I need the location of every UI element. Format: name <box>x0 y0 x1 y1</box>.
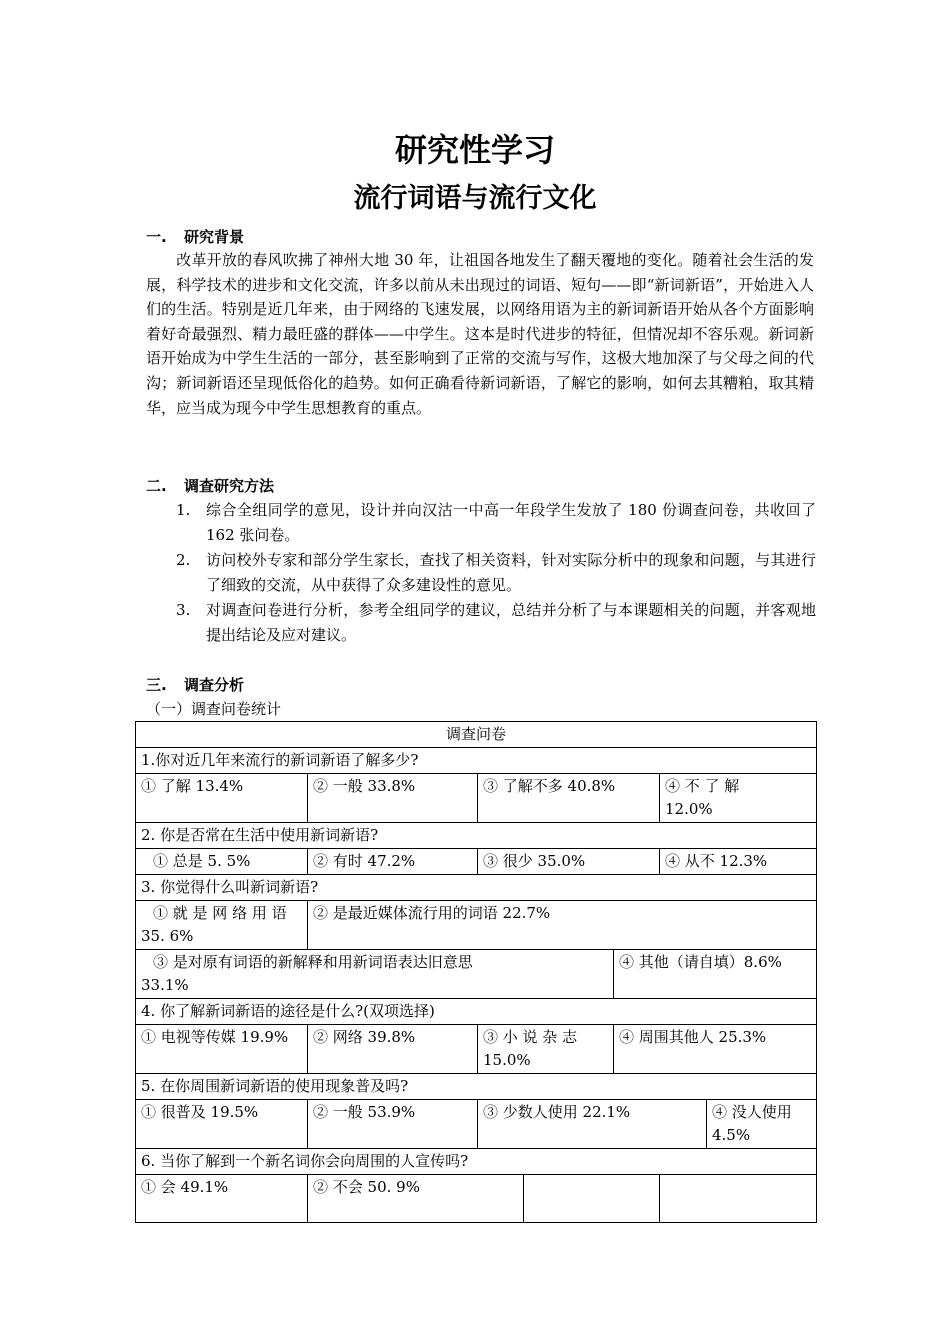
answer-cell <box>136 849 308 875</box>
method-list <box>176 498 816 648</box>
answer-text: ① 就 是 网 络 用 语 <box>153 904 287 922</box>
table-header-row <box>136 722 817 748</box>
answer-cell: ② 有时 47.2% <box>308 849 478 875</box>
list-item-text: 访问校外专家和部分学生家长，查找了相关资料，针对实际分析中的现象和问题，与其进行了细致的交流，从中获得了众多建设性的意见。 <box>206 551 816 594</box>
answer-cell <box>478 1025 614 1074</box>
answer-text: 35. 6% <box>141 927 194 945</box>
question-text: 6. 当你了解到一个新名词你会向周围的人宣传吗? <box>136 1149 817 1175</box>
section-number: 二. <box>146 477 167 495</box>
document-title: 研究性学习 <box>394 131 555 169</box>
answer-cell: ③ 少数人使用 22.1% <box>478 1100 707 1149</box>
answer-cell: ④ 没人使用 4.5% <box>707 1100 817 1149</box>
section-title: 研究背景 <box>184 228 245 246</box>
answer-text: ④ 不 了 解 <box>665 777 740 795</box>
section-heading-method <box>146 475 274 497</box>
answer-row <box>136 1175 817 1223</box>
list-item-number: 2. <box>176 551 191 569</box>
question-row <box>136 999 817 1025</box>
list-item-number: 3. <box>176 601 191 619</box>
answer-text: 12.0% <box>665 800 713 818</box>
answer-cell: ④ 其他（请自填）8.6% <box>614 950 817 999</box>
section-heading-background <box>146 226 244 248</box>
survey-table <box>135 721 817 1223</box>
answer-text: 15.0% <box>483 1051 531 1069</box>
table-header: 调查问卷 <box>136 722 817 748</box>
answer-row <box>136 849 817 875</box>
question-text: 2. 你是否常在生活中使用新词新语? <box>136 823 817 849</box>
answer-cell: ③ 了解不多 40.8% <box>478 774 660 823</box>
answer-cell: ① 电视等传媒 19.9% <box>136 1025 308 1074</box>
list-item <box>176 598 816 648</box>
answer-cell: ④ 周围其他人 25.3% <box>614 1025 817 1074</box>
section-title: 调查研究方法 <box>184 477 275 495</box>
answer-row <box>136 1025 817 1074</box>
question-row <box>136 748 817 774</box>
section-heading-analysis <box>146 674 244 696</box>
answer-row <box>136 950 817 999</box>
answer-cell: ② 一般 53.9% <box>308 1100 478 1149</box>
answer-text: ③ 是对原有词语的新解释和用新词语表达旧意思 <box>153 953 473 971</box>
question-row <box>136 875 817 901</box>
empty-cell <box>524 1175 660 1223</box>
section-title: 调查分析 <box>184 676 245 694</box>
answer-text: ③ 小 说 杂 志 <box>483 1028 578 1046</box>
answer-cell: ② 网络 39.8% <box>308 1025 478 1074</box>
section-number: 三. <box>146 676 167 694</box>
answer-cell: ② 是最近媒体流行用的词语 22.7% <box>308 901 817 950</box>
question-text: 4. 你了解新词新语的途径是什么?(双项选择) <box>136 999 817 1025</box>
answer-cell: ① 会 49.1% <box>136 1175 308 1223</box>
list-item <box>176 548 816 598</box>
list-item-number: 1. <box>176 501 191 519</box>
question-text: 5. 在你周围新词新语的使用现象普及吗? <box>136 1074 817 1100</box>
answer-cell: ② 一般 33.8% <box>308 774 478 823</box>
list-item-text: 对调查问卷进行分析，参考全组同学的建议，总结并分析了与本课题相关的问题，并客观地提出结论及应对建议。 <box>206 601 816 644</box>
answer-row <box>136 1100 817 1149</box>
answer-text: 33.1% <box>141 976 189 994</box>
answer-cell <box>136 950 614 999</box>
answer-cell <box>660 774 817 823</box>
section-number: 一. <box>146 228 167 246</box>
answer-cell: ④ 从不 12.3% <box>660 849 817 875</box>
answer-row <box>136 901 817 950</box>
background-text: 改革开放的春风吹拂了神州大地 30 年，让祖国各地发生了翻天覆地的变化。随着社会生活的发展，科学技术的进步和文化交流，许多以前从未出现过的词语、短句——即“新词新语”，开始进入人们的生活。特别是近几年来，由于网络的飞速发展，以网络用语为主的新词新语开始从各个方面影响着好奇最强烈、精力最旺盛的群体——中学生。这本是时代进步的特征，但情况却不容乐观。新词新语开始成为中学生生活的一部分，甚至影响到了正常的交流与写作，这极大地加深了与父母之间的代沟；新词新语还呈现低俗化的趋势。如何正确看待新词新语，了解它的影响，如何去其糟粕，取其精华，应当成为现今中学生思想教育的重点。 <box>146 251 814 417</box>
list-item <box>176 498 816 548</box>
question-row <box>136 1074 817 1100</box>
question-row <box>136 823 817 849</box>
question-row <box>136 1149 817 1175</box>
list-item-text: 综合全组同学的意见，设计并向汉沽一中高一年段学生发放了 180 份调查问卷，共收回了 162 张问卷。 <box>206 501 816 544</box>
subsection-title: （一）调查问卷统计 <box>146 700 282 718</box>
answer-cell <box>136 901 308 950</box>
empty-cell <box>660 1175 817 1223</box>
answer-cell: ③ 很少 35.0% <box>478 849 660 875</box>
answer-text: ① 总是 5. 5% <box>153 852 251 870</box>
answer-cell: ① 很普及 19.5% <box>136 1100 308 1149</box>
answer-row <box>136 774 817 823</box>
answer-cell: ② 不会 50. 9% <box>308 1175 524 1223</box>
document-subtitle: 流行词语与流行文化 <box>353 183 597 214</box>
answer-cell: ① 了解 13.4% <box>136 774 308 823</box>
background-paragraph <box>146 248 814 420</box>
question-text: 3. 你觉得什么叫新词新语? <box>136 875 817 901</box>
question-text: 1.你对近几年来流行的新词新语了解多少? <box>136 748 817 774</box>
